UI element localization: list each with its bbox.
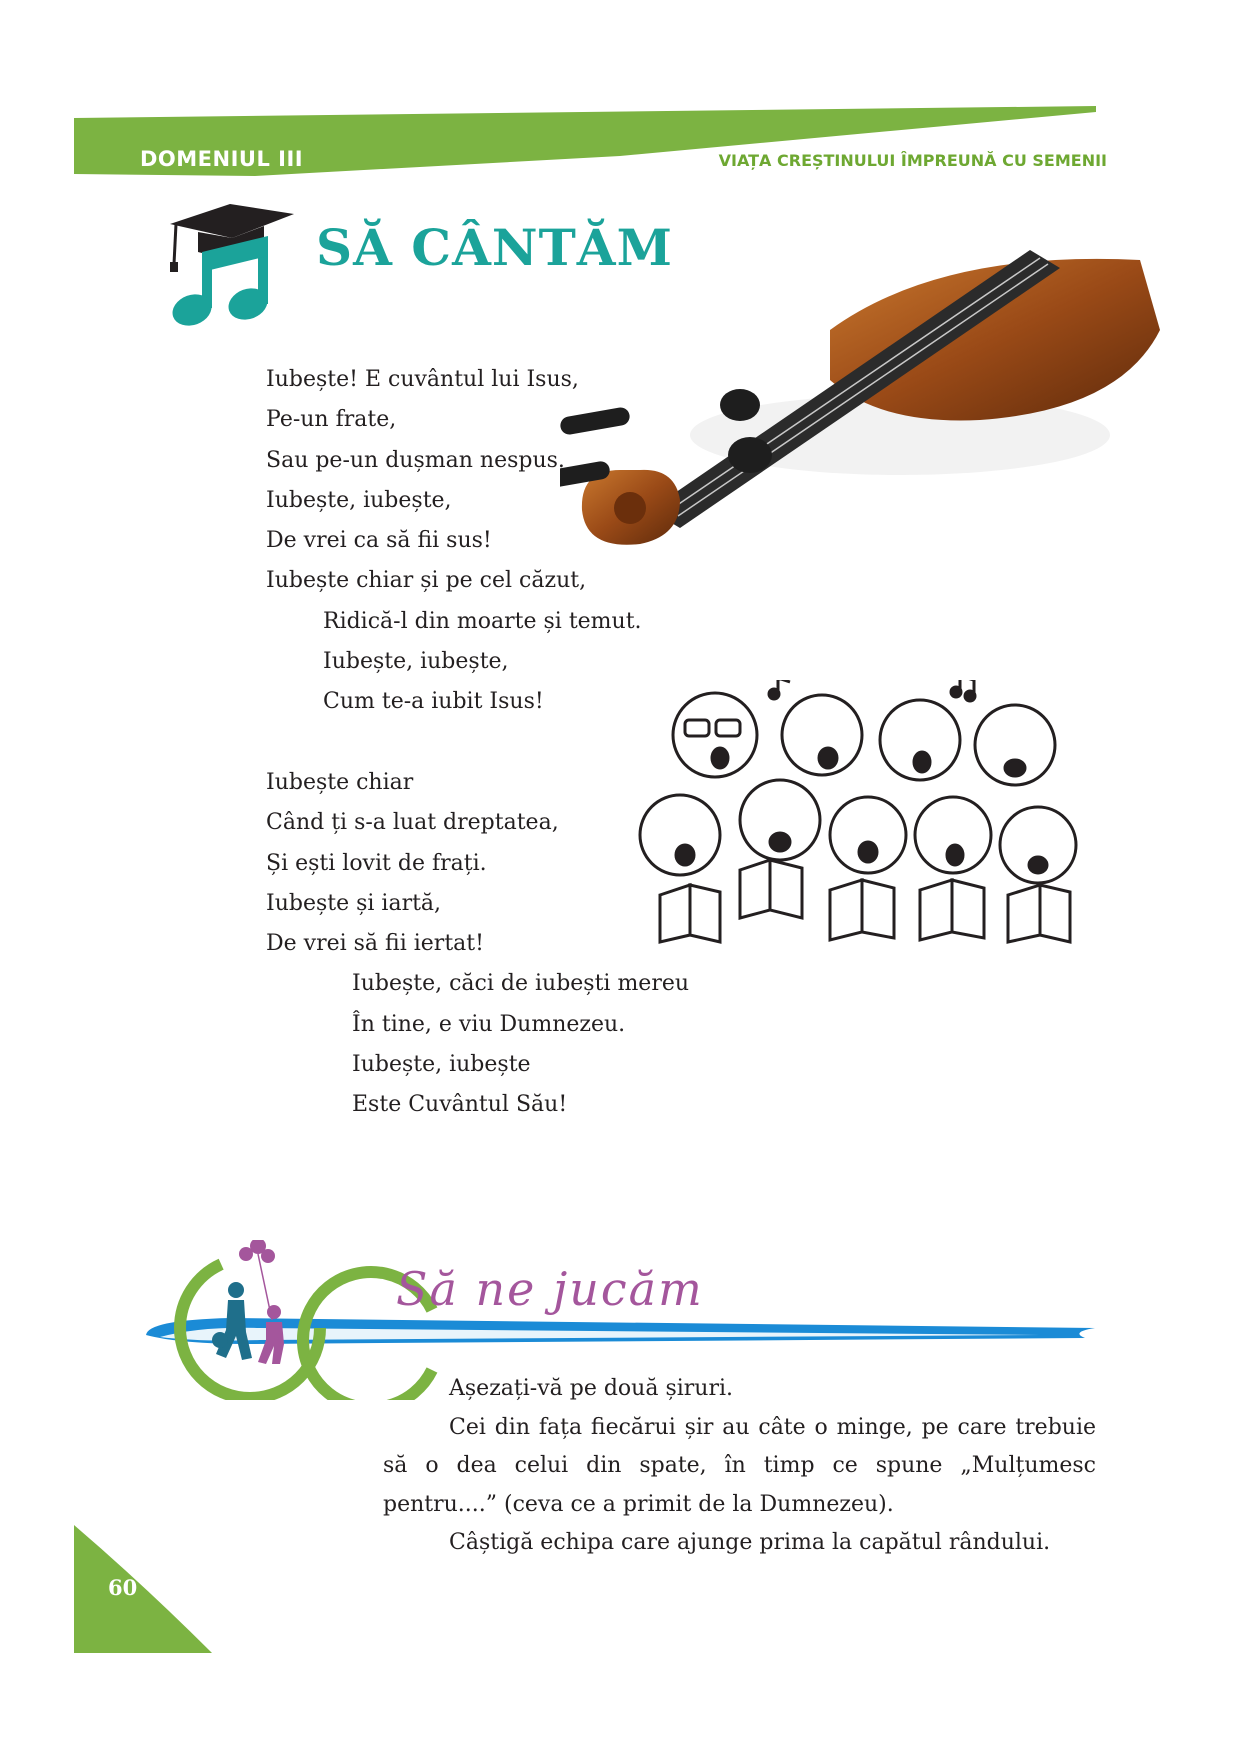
lyric-line: Este Cuvântul Său! bbox=[352, 1092, 568, 1118]
children-choir-image bbox=[630, 680, 1100, 950]
song-section-title: SĂ CÂNTĂM bbox=[316, 218, 673, 277]
music-note-graduation-cap-icon bbox=[160, 182, 300, 330]
lyric-line: De vrei ca să fii sus! bbox=[266, 528, 492, 554]
play-section-title: Să ne jucăm bbox=[396, 1262, 704, 1316]
instruction-paragraph: Câștigă echipa care ajunge prima la capătul rândului. bbox=[449, 1530, 1051, 1555]
domain-label: DOMENIUL III bbox=[140, 147, 304, 171]
page-number: 60 bbox=[108, 1575, 138, 1600]
lyric-line: Iubește! E cuvântul lui Isus, bbox=[266, 367, 579, 392]
lyric-line: În tine, e viu Dumnezeu. bbox=[352, 1011, 626, 1037]
lyric-line: Sau pe-un dușman nespus. bbox=[266, 447, 565, 473]
lyric-line: Iubește chiar bbox=[266, 769, 414, 795]
lyric-line: De vrei să fii iertat! bbox=[266, 931, 484, 957]
game-instructions bbox=[383, 1370, 1096, 1563]
lyric-line: Când ți s-a luat dreptatea, bbox=[266, 810, 559, 836]
lyric-line: Și ești lovit de frați. bbox=[266, 850, 487, 876]
lyric-line: Iubește, căci de iubești mereu bbox=[352, 971, 690, 997]
lyric-line: Iubește și iartă, bbox=[266, 890, 442, 916]
lyric-line: Iubește chiar și pe cel căzut, bbox=[266, 568, 587, 594]
lyric-line: Cum te-a iubit Isus! bbox=[323, 689, 544, 715]
lyric-line: Iubește, iubește, bbox=[266, 487, 452, 513]
page-corner-triangle bbox=[74, 1525, 214, 1655]
children-playing-icon bbox=[212, 1240, 284, 1364]
lyric-line: Iubește, iubește bbox=[352, 1052, 531, 1078]
lyric-line: Iubește, iubește, bbox=[323, 649, 509, 675]
instruction-paragraph: Cei din fața fiecărui șir au câte o minge, pe care trebuie să o dea celui din spate, în timp ce spune „Mulțumesc pentru....” (ceva ce a primit de la Dumnezeu). bbox=[383, 1414, 1096, 1517]
lyric-line: Ridică-l din moarte și temut. bbox=[323, 608, 642, 634]
lyric-line: Pe-un frate, bbox=[266, 407, 397, 433]
instruction-paragraph: Așezați-vă pe două șiruri. bbox=[449, 1376, 734, 1401]
chapter-title: VIAȚA CREȘTINULUI ÎMPREUNĂ CU SEMENII bbox=[718, 151, 1107, 170]
